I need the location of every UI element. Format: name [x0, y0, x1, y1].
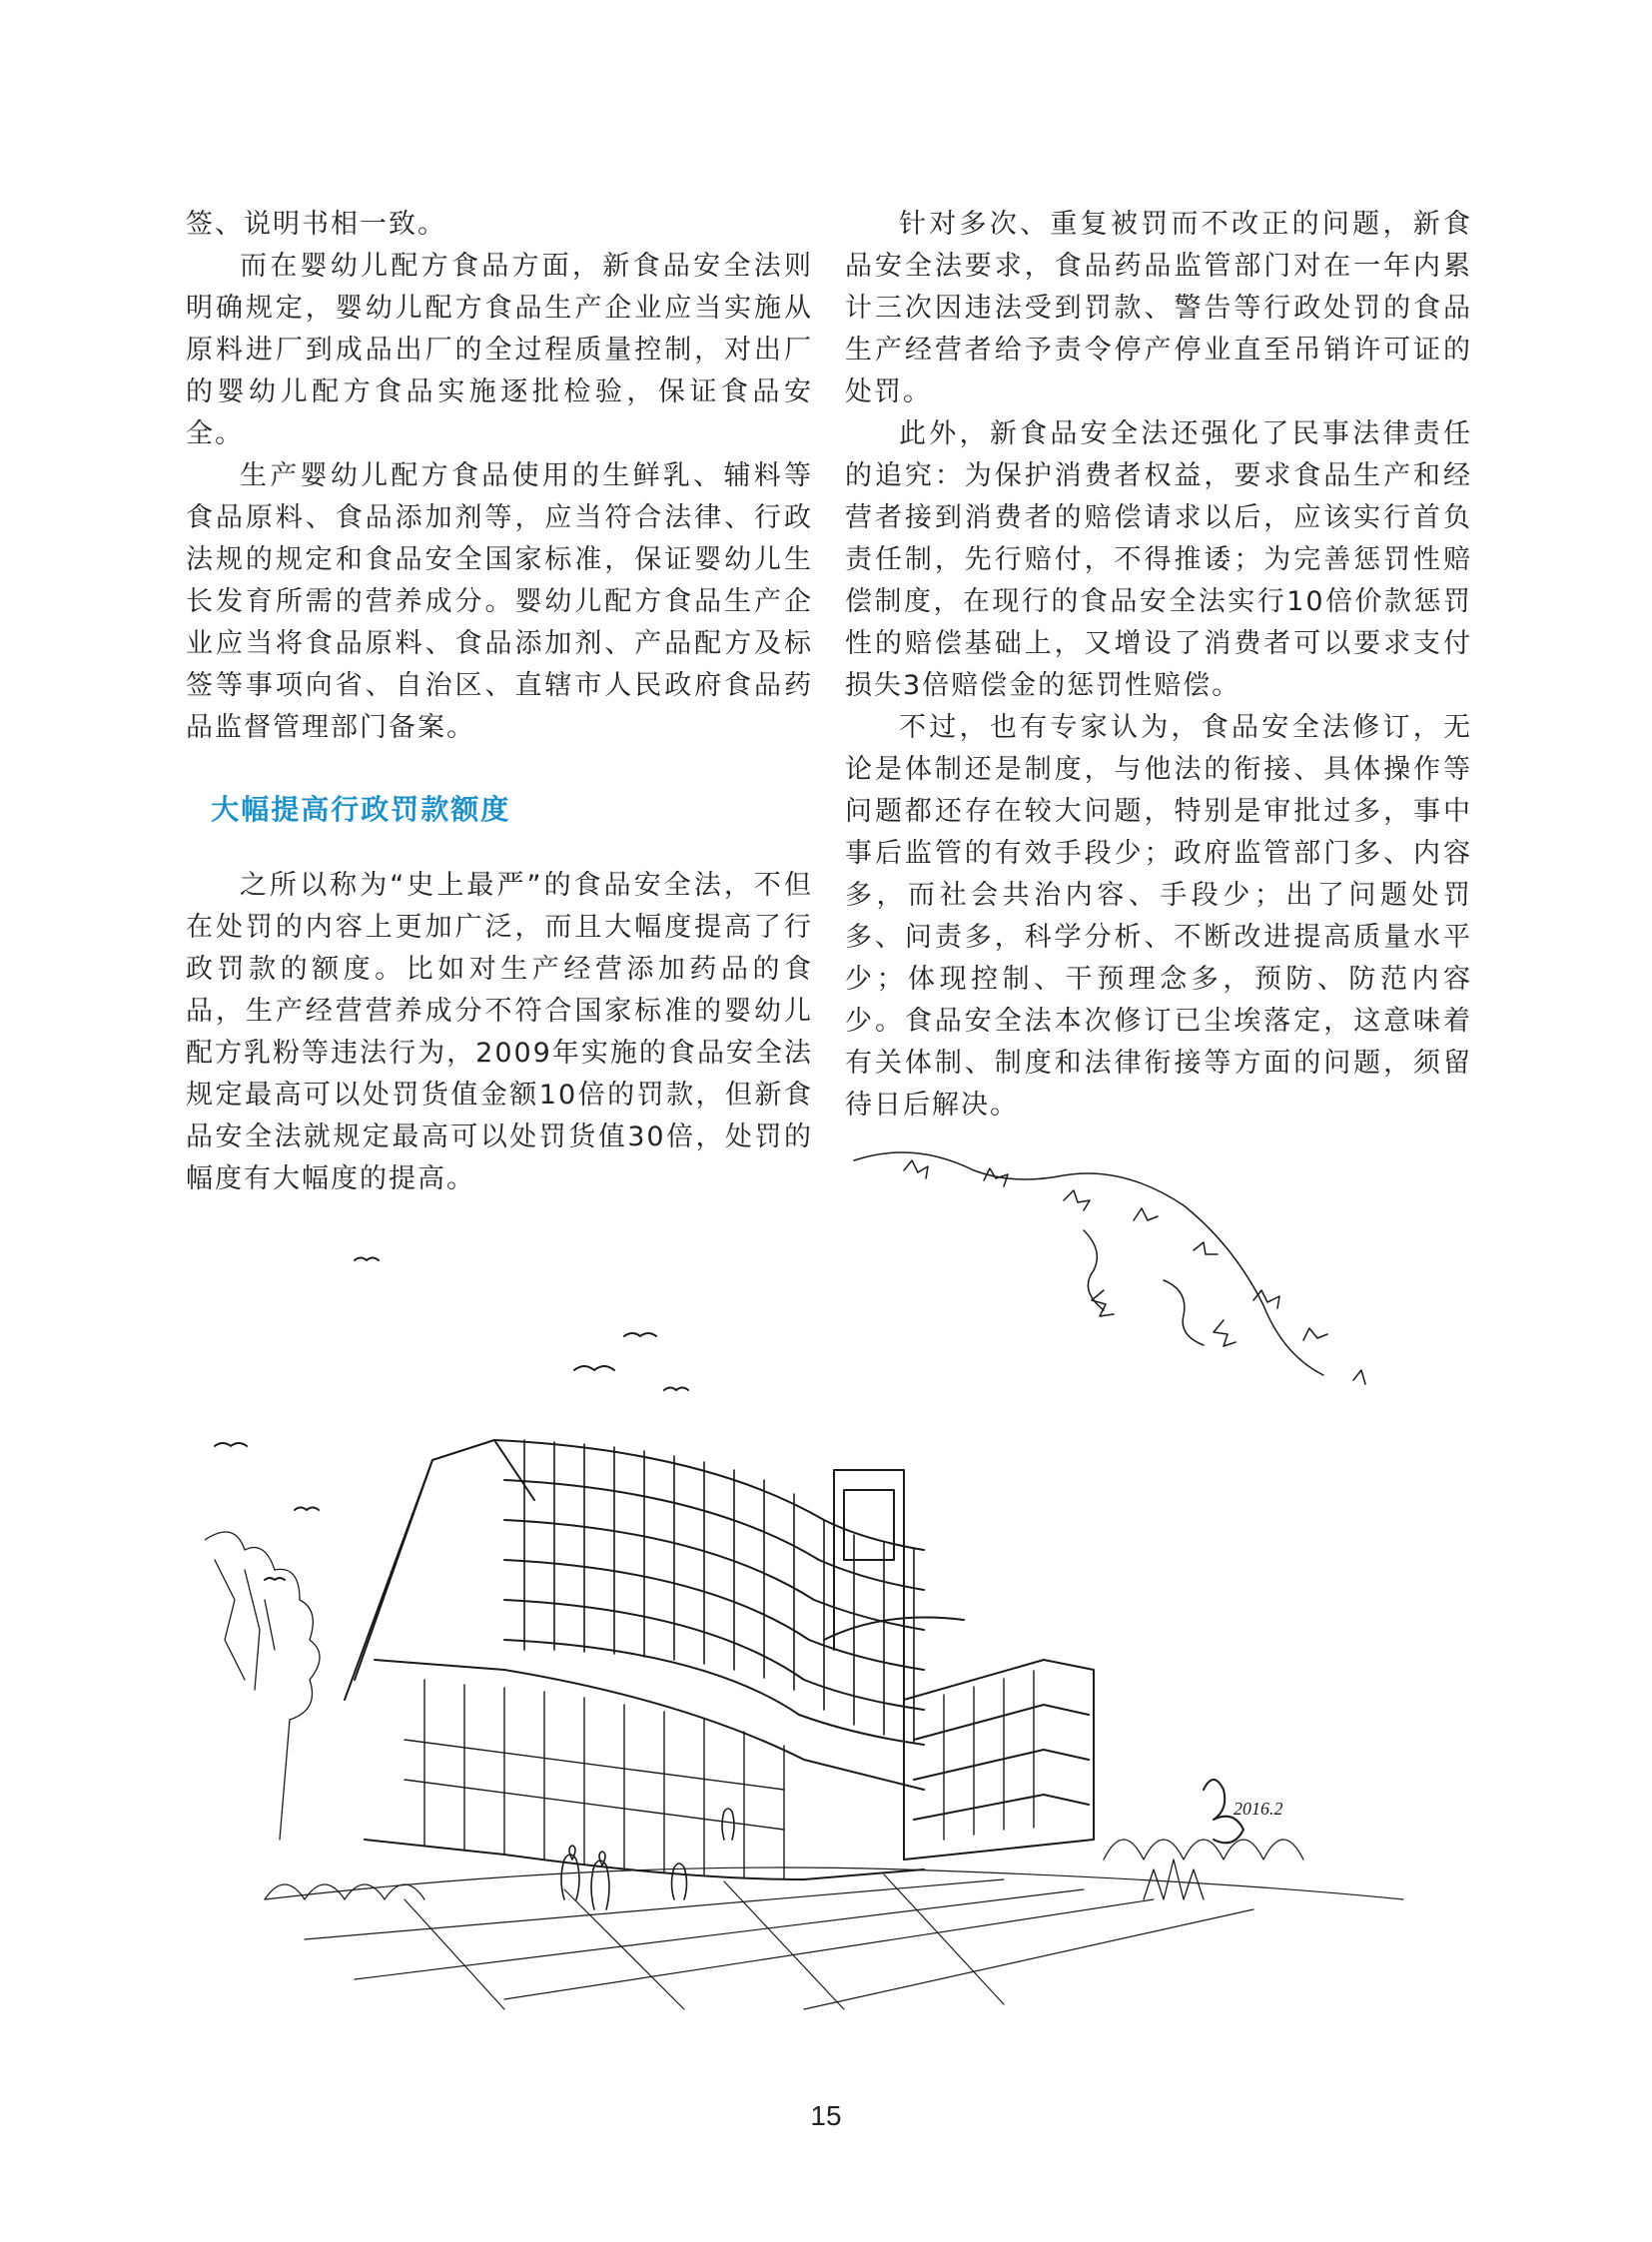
right-column — [845, 204, 1472, 1126]
building-sketch-illustration — [205, 1140, 1463, 2019]
people-figures — [561, 1809, 734, 1909]
paragraph: 而在婴幼儿配方食品方面，新食品安全法则明确规定，婴幼儿配方食品生产企业应当实施从原料进厂到成品出厂的全过程质量控制，对出厂的婴幼儿配方食品实施逐批检验，保证食品安全。 — [186, 251, 813, 449]
tree-foliage — [854, 1152, 1365, 1384]
paragraph: 针对多次、重复被罚而不改正的问题，新食品安全法要求，食品药品监管部门对在一年内累计三次因违法受到罚款、警告等行政处罚的食品生产经营者给予责令停产停业直至吊销许可证的处罚。 — [845, 209, 1472, 407]
page-number: 15 — [810, 2100, 842, 2131]
paragraph: 签、说明书相一致。 — [186, 209, 446, 240]
paragraph: 之所以称为“史上最严”的食品安全法，不但在处罚的内容上更加广泛，而且大幅度提高了行政罚款的额度。比如对生产经营添加药品的食品，生产经营营养成分不符合国家标准的婴幼儿配方乳粉等违法行为，2009年实施的食品安全法规定最高可以处罚货值金额10倍的罚款，但新食品安全法就规定最高可以处罚货值30倍，处罚的幅度有大幅度的提高。 — [186, 870, 813, 1194]
plaza-ground — [265, 1868, 1403, 2009]
paragraph: 此外，新食品安全法还强化了民事法律责任的追究：为保护消费者权益，要求食品生产和经营者接到消费者的赔偿请求以后，应该实行首负责任制，先行赔付，不得推诿；为完善惩罚性赔偿制度，在现行的食品安全法实行10倍价款惩罚性的赔偿基础上，又增设了消费者可以要求支付损失3倍赔偿金的惩罚性赔偿。 — [845, 418, 1472, 701]
left-tree — [205, 1532, 320, 1840]
paragraph: 不过，也有专家认为，食品安全法修订，无论是体制还是制度，与他法的衔接、具体操作等问题都还存在较大问题，特别是审批过多，事中事后监管的有效手段少；政府监管部门多、内容多，而社会共治内容、手段少；出了问题处罚多、问责多，科学分析、不断改进提高质量水平少；体现控制、干预理念多，预防、防范内容少。食品安全法本次修订已尘埃落定，这意味着有关体制、制度和法律衔接等方面的问题，须留待日后解决。 — [845, 712, 1472, 1121]
section-heading: 大幅提高行政罚款额度 — [211, 793, 511, 826]
paragraph: 生产婴幼儿配方食品使用的生鲜乳、辅料等食品原料、食品添加剂等，应当符合法律、行政法规的规定和食品安全国家标准，保证婴幼儿生长发育所需的营养成分。婴幼儿配方食品生产企业应当将食品原料、食品添加剂、产品配方及标签等事项向省、自治区、直辖市人民政府食品药品监督管理部门备案。 — [186, 460, 813, 743]
main-building — [345, 1440, 1094, 1879]
signature-date: 2016.2 — [1234, 1799, 1283, 1819]
left-column — [186, 204, 813, 1200]
